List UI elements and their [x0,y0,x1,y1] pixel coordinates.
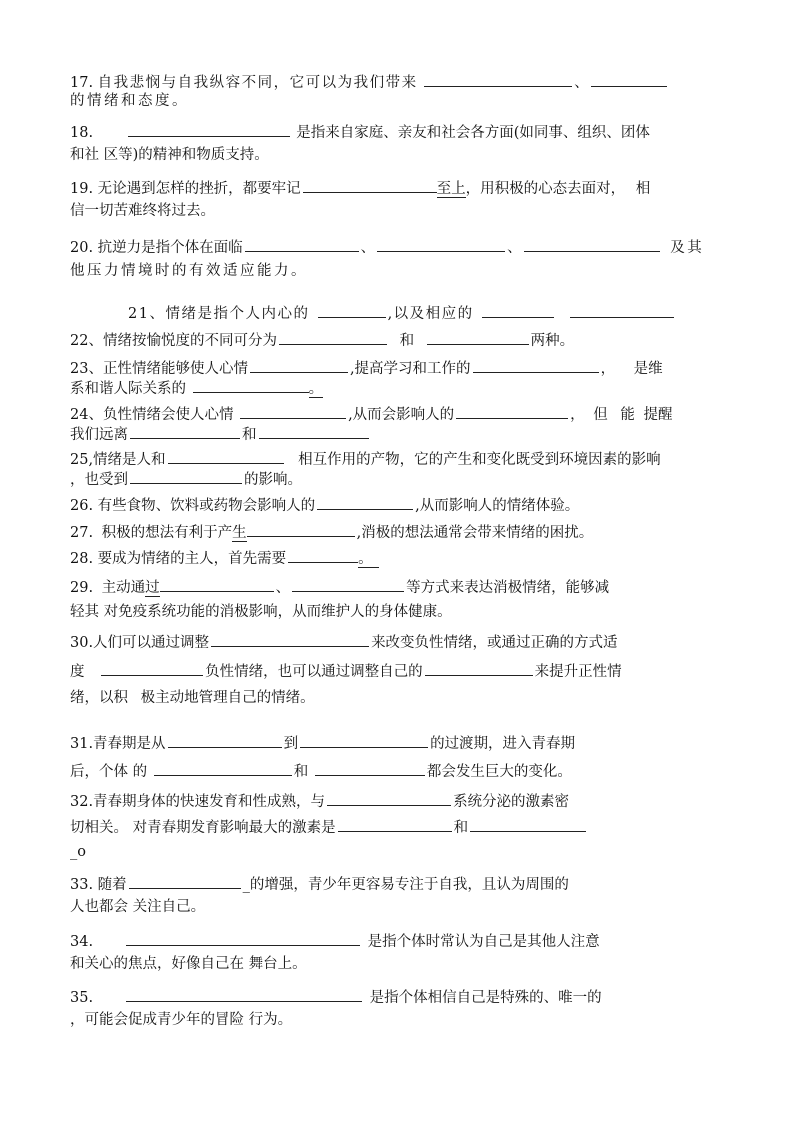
q33-blank-1[interactable] [129,873,241,889]
q20-text-b: 及其 [670,240,705,256]
q20-line2 [70,261,308,281]
q21-blank-3[interactable] [570,302,674,318]
q31-text: 31.青春期是从 [70,736,166,752]
q19-line2 [70,201,215,221]
q26-text: 26. 有些食物、饮料或药物会影响人的 [70,498,316,514]
q25-text-line2-b: 的影响。 [244,472,302,488]
q29-underlined-text: 过 [145,580,160,596]
q24-blank-3[interactable] [130,423,240,439]
q27-text: 积极的想法有利于产 [101,525,233,541]
q24-blank-2[interactable] [456,403,568,419]
q24-text-b: ,从而会影响人的 [348,407,455,423]
q18-text-line2: 和社 区等)的精神和物质支持。 [70,147,269,163]
q23-end-mark: 。 [308,381,324,397]
q34-text: 是指个体时常认为自己是其他人注意 [367,934,600,950]
q30-text-line2: 度 [70,664,85,680]
q25-blank-1[interactable] [168,448,284,464]
q27-text-c: ,消极的想法通常会带来情绪的困扰。 [356,525,594,541]
q33-text: 33. 随着 [70,877,127,893]
q22-blank-1[interactable] [279,329,387,345]
q31-blank-1[interactable] [168,732,282,748]
q20-text-line2: 他压力情境时的有效适应能力。 [70,263,308,279]
q30-text-line2-b: 负性情绪，也可以通过调整自己的 [205,664,423,680]
q17-text-line2: 的情绪和态度。 [70,93,189,109]
q24-text: 24、负性情绪会使人心情 [70,407,234,423]
q32-text-line2: 切相关。 对青春期发育影响最大的激素是 [70,820,336,836]
q23-blank-1[interactable] [250,357,348,373]
q19-underlined-text: 至上 [436,181,466,197]
q17-line1 [70,71,669,93]
q18-line2 [70,145,269,165]
q24-text-line2: 我们远离 [70,427,128,443]
q17-line2 [70,91,189,111]
q33-text-b: _的增强，青少年更容易专注于自我，且认为周围的 [242,877,569,893]
q29-line1 [70,576,609,598]
q26-line1 [70,494,579,516]
q32-text-b: 系统分泌的激素密 [453,794,570,810]
q26-text-b: ,从而影响人的情绪体验。 [415,498,580,514]
q24-text-e: 能 [620,407,635,423]
q29-separator: 、 [275,580,291,596]
q27-line1 [70,521,593,543]
q22-text-b: 和 [399,333,415,349]
q19-number: 19. [70,181,94,197]
q31-text-line2: 后，个体 的 [70,764,148,780]
q23-line1 [70,357,663,379]
q20-number: 20. [70,240,94,256]
q35-text-line2: ，可能会促成青少年的冒险 行为。 [70,1012,293,1028]
q29-text-c: 等方式来表达消极情绪，能够减 [406,580,610,596]
q26-blank-1[interactable] [317,494,413,510]
q17-blank-2[interactable] [591,71,667,87]
q24-line1 [70,403,673,425]
q30-text-b: 来改变负性情绪，或通过正确的方式适 [371,635,618,651]
q35-number: 35. [70,990,94,1006]
q18-number: 18. [70,125,94,141]
q34-line1 [70,930,600,952]
q21-blank-1[interactable] [318,302,386,318]
q24-line2 [70,423,371,445]
q20-blank-3[interactable] [524,236,660,252]
q29-line2 [70,602,452,622]
q23-text: 23、正性情绪能够使人心情 [70,361,248,377]
q22-text: 22、情绪按愉悦度的不同可分为 [70,333,277,349]
q24-text-d: 但 [593,407,608,423]
q20-line1 [70,236,704,258]
q23-blank-2[interactable] [473,357,599,373]
q19-text-line2: 信一切苦难终将过去。 [70,203,215,219]
q34-line2 [70,954,307,974]
q19-blank-1[interactable] [303,177,437,193]
q25-text: 25,情绪是人和 [70,452,166,468]
q35-line2 [70,1010,292,1030]
q35-line1 [70,986,602,1008]
q30-text-line3: 绪，以积 [70,690,128,706]
q17-number: 17. [70,75,94,91]
q30-line1 [70,631,618,653]
q32-text-line2-b: 和 [453,820,469,836]
q24-blank-1[interactable] [240,403,346,419]
q30-text-line3-b: 极主动地管理自己的情绪。 [140,690,315,706]
q35-blank-1[interactable] [126,986,362,1002]
q27-number: 27. [70,525,94,541]
q30-line3 [70,688,315,708]
q35-text: 是指个体相信自己是特殊的、唯一的 [369,990,602,1006]
q23-text-d: 是维 [633,361,663,377]
q30-blank-3[interactable] [425,660,533,676]
q19-text: 无论遇到怎样的挫折，都要牢记 [97,181,301,197]
q24-text-c: ， [570,407,585,423]
q30-blank-2[interactable] [101,660,203,676]
q25-text-line2: ，也受到 [70,472,128,488]
q17-separator: 、 [574,75,589,91]
q31-text-line2-c: 都会发生巨大的变化。 [426,764,572,780]
q29-text: 主动通 [101,580,146,596]
q33-line2 [70,897,205,917]
q32-blank-3[interactable] [470,816,586,832]
q28-line1 [70,547,379,569]
q30-line2 [70,660,622,682]
q25-line1 [70,448,661,470]
q23-line2 [70,377,323,399]
q29-text-line2: 轻其 对免疫系统功能的消极影响，从而维护人的身体健康。 [70,604,452,620]
q31-blank-3[interactable] [154,760,292,776]
q32-blank-1[interactable] [327,790,451,806]
q31-line2 [70,760,572,782]
q23-text-line2: 系和谐人际关系的 [70,381,186,397]
q28-end-mark: 。 [358,551,379,568]
q33-line1 [70,873,569,895]
q34-blank-1[interactable] [126,930,360,946]
q32-text: 32.青春期身体的快速发育和性成熟，与 [70,794,326,810]
q32-line2 [70,816,588,838]
q22-line1 [70,329,574,351]
q17-text: 自我悲悯与自我纵容不同，它可以为我们带来 [97,75,418,91]
q33-text-line2: 人也都会 关注自己。 [70,899,206,915]
q31-text-c: 的过渡期，进入青春期 [430,736,576,752]
q27-underlined-text: 生 [232,525,247,541]
q32-text-line3: _o [70,844,86,860]
q20-separator-2: 、 [507,240,522,256]
q32-blank-2[interactable] [338,816,452,832]
q25-blank-2[interactable] [130,468,242,484]
q25-line2 [70,468,302,490]
q34-text-line2: 和关心的焦点，好像自己在 舞台上。 [70,956,307,972]
q31-blank-4[interactable] [315,760,425,776]
q31-line1 [70,732,575,754]
q20-text: 抗逆力是指个体在面临 [97,240,243,256]
q20-blank-1[interactable] [245,236,359,252]
q31-blank-2[interactable] [300,732,428,748]
q31-text-b: 到 [283,736,299,752]
q23-text-c: ， [600,361,616,377]
q22-blank-2[interactable] [427,329,529,345]
q29-blank-2[interactable] [292,576,404,592]
q19-text-c: 相 [635,181,651,197]
q18-blank-1[interactable] [128,121,290,137]
q20-separator-1: 、 [360,240,376,256]
q30-text-line2-c: 来提升正性情 [534,664,622,680]
q28-text: 28. 要成为情绪的主人，首先需要 [70,551,287,567]
q25-text-b: 相互作用的产物，它的产生和变化既受到环境因素的影响 [298,452,661,468]
q29-number: 29. [70,580,94,596]
q18-line1 [70,121,650,143]
q23-text-b: ,提高学习和工作的 [349,361,471,377]
q21-line1 [128,302,676,324]
q21-text: 21、情绪是指个人内心的 [128,306,310,322]
q22-text-c: 两种。 [530,333,575,349]
q21-blank-2[interactable] [482,302,554,318]
q31-text-line2-b: 和 [293,764,309,780]
q29-blank-1[interactable] [160,576,274,592]
q19-line1 [70,177,650,199]
q19-text-b: ，用积极的心态去面对， [465,181,626,197]
q17-blank-1[interactable] [424,71,572,87]
q24-text-f: 提醒 [643,407,673,423]
q28-blank-1[interactable] [288,547,358,563]
q34-number: 34. [70,934,94,950]
q24-blank-4[interactable] [259,423,369,439]
q18-text: 是指来自家庭、亲友和社会各方面(如同事、组织、团体 [296,125,650,141]
q30-text: 30.人们可以通过调整 [70,635,210,651]
q30-blank-1[interactable] [211,631,369,647]
q21-text-b: ,以及相应的 [387,306,474,322]
q32-line3 [70,842,86,862]
q32-line1 [70,790,569,812]
q23-blank-3[interactable] [193,377,309,393]
q20-blank-2[interactable] [377,236,505,252]
q27-blank-1[interactable] [247,521,355,537]
q24-text-line2-b: 和 [242,427,257,443]
